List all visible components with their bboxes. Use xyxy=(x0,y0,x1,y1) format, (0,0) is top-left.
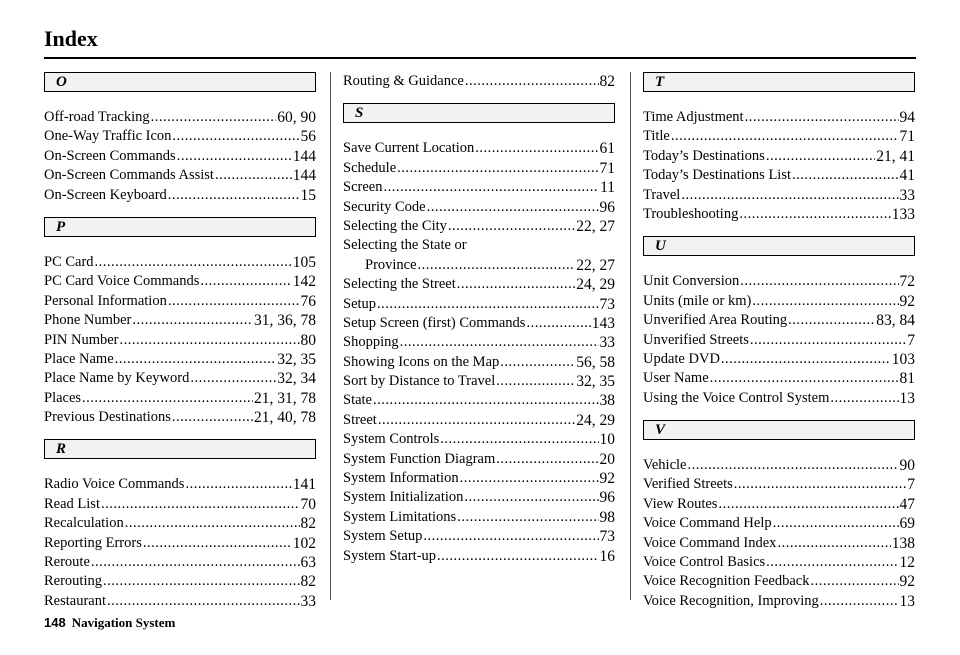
entry-label: Using the Voice Control System xyxy=(643,389,830,406)
index-entry xyxy=(44,408,316,427)
entry-label: System Start-up xyxy=(343,547,437,564)
column-divider xyxy=(630,72,631,600)
dot-leader xyxy=(710,369,899,388)
entry-pages: 13 xyxy=(899,592,915,610)
dot-leader xyxy=(437,547,598,566)
entry-pages: 70 xyxy=(300,495,316,513)
entry-pages: 32, 34 xyxy=(277,370,316,388)
dot-leader xyxy=(172,408,253,427)
index-entry xyxy=(343,236,615,275)
index-section xyxy=(643,236,915,408)
dot-leader xyxy=(687,456,898,475)
entry-pages: 96 xyxy=(599,489,615,507)
entry-label: On-Screen Keyboard xyxy=(44,186,167,203)
entry-pages: 24, 29 xyxy=(576,276,615,294)
section-letter-header: S xyxy=(343,103,615,123)
entry-label: System Initialization xyxy=(343,489,464,506)
entry-pages: 138 xyxy=(891,534,915,552)
entry-label: Previous Destinations xyxy=(44,409,171,426)
index-entry xyxy=(643,186,915,205)
index-entry xyxy=(343,159,615,178)
entry-pages: 92 xyxy=(899,292,915,310)
entry-label: System Limitations xyxy=(343,508,457,525)
dot-leader xyxy=(190,369,276,388)
dot-leader xyxy=(125,514,300,533)
index-entry xyxy=(44,253,316,272)
dot-leader xyxy=(115,350,277,369)
dot-leader xyxy=(460,469,599,488)
entry-label: Routing & Guidance xyxy=(343,72,464,89)
index-entry xyxy=(343,488,615,507)
index-entry xyxy=(343,198,615,217)
entry-pages: 47 xyxy=(899,495,915,513)
index-column-3 xyxy=(643,72,915,611)
entry-pages: 94 xyxy=(899,108,915,126)
entry-pages: 22, 27 xyxy=(576,217,615,235)
dot-leader xyxy=(151,108,277,127)
entry-pages: 12 xyxy=(899,554,915,572)
entry-label: View Routes xyxy=(643,495,718,512)
entry-label: Rerouting xyxy=(44,573,102,590)
entry-pages: 21, 31, 78 xyxy=(254,389,316,407)
dot-leader xyxy=(177,147,292,166)
index-entry xyxy=(643,311,915,330)
entry-pages: 83, 84 xyxy=(876,312,915,330)
entry-label: User Name xyxy=(643,370,709,387)
dot-leader xyxy=(671,127,899,146)
index-entry xyxy=(343,547,615,566)
entry-label: Setup xyxy=(343,295,377,312)
index-entry xyxy=(44,272,316,291)
entry-pages: 61 xyxy=(599,140,615,158)
index-entry xyxy=(643,514,915,533)
entry-label: One-Way Traffic Icon xyxy=(44,128,172,145)
index-entry xyxy=(44,495,316,514)
dot-leader xyxy=(830,389,898,408)
entry-pages: 15 xyxy=(300,186,316,204)
entry-label: Update DVD xyxy=(643,350,720,367)
entry-label: Selecting the City xyxy=(343,217,447,234)
entry-label: Recalculation xyxy=(44,515,124,532)
index-entry xyxy=(343,411,615,430)
index-entry xyxy=(343,391,615,410)
section-letter-header: U xyxy=(643,236,915,256)
index-entry xyxy=(44,186,316,205)
dot-leader xyxy=(777,534,890,553)
entry-pages: 81 xyxy=(899,370,915,388)
index-entry xyxy=(643,369,915,388)
entry-pages: 31, 36, 78 xyxy=(254,312,316,330)
entry-label: Voice Recognition Feedback xyxy=(643,573,810,590)
entry-pages: 133 xyxy=(891,205,915,223)
entry-label: Unverified Streets xyxy=(643,331,749,348)
entry-label: Phone Number xyxy=(44,312,132,329)
dot-leader xyxy=(750,331,906,350)
entry-pages: 69 xyxy=(899,515,915,533)
index-entry xyxy=(343,372,615,391)
index-entry xyxy=(44,350,316,369)
entry-label-cont: Province xyxy=(365,256,417,273)
entry-label: Reporting Errors xyxy=(44,534,142,551)
entry-pages: 41 xyxy=(899,167,915,185)
index-entry xyxy=(343,333,615,352)
dot-leader xyxy=(739,205,890,224)
entry-pages: 60, 90 xyxy=(277,108,316,126)
page-footer xyxy=(44,615,175,631)
entry-pages: 82 xyxy=(300,515,316,533)
entry-pages: 92 xyxy=(899,573,915,591)
dot-leader xyxy=(465,72,599,91)
section-letter-header: T xyxy=(643,72,915,92)
index-entry xyxy=(643,456,915,475)
entry-label: Place Name xyxy=(44,350,114,367)
section-letter-header: R xyxy=(44,439,316,459)
entry-pages: 143 xyxy=(591,314,615,332)
section-letter-header: P xyxy=(44,217,316,237)
dot-leader xyxy=(95,253,292,272)
index-section xyxy=(44,217,316,428)
index-entry xyxy=(343,527,615,546)
entry-label: Verified Streets xyxy=(643,476,733,493)
dot-leader xyxy=(383,178,599,197)
dot-leader xyxy=(373,391,599,410)
dot-leader xyxy=(752,292,898,311)
entry-pages: 71 xyxy=(899,128,915,146)
dot-leader xyxy=(168,186,300,205)
entry-label: PC Card Voice Commands xyxy=(44,273,200,290)
index-entry xyxy=(44,147,316,166)
entry-label: Voice Command Index xyxy=(643,534,777,551)
section-letter-header: V xyxy=(643,420,915,440)
dot-leader xyxy=(721,350,891,369)
index-entry xyxy=(643,495,915,514)
dot-leader xyxy=(734,475,906,494)
index-entry xyxy=(643,166,915,185)
entry-label: Screen xyxy=(343,179,383,196)
entry-pages: 7 xyxy=(907,476,915,494)
dot-leader xyxy=(377,295,598,314)
entry-label: Street xyxy=(343,411,377,428)
dot-leader xyxy=(745,108,899,127)
dot-leader xyxy=(740,272,898,291)
dot-leader xyxy=(120,331,300,350)
dot-leader xyxy=(215,166,292,185)
index-entry xyxy=(343,72,615,91)
index-entry xyxy=(343,450,615,469)
index-section xyxy=(643,72,915,224)
index-entry xyxy=(343,217,615,236)
index-entry xyxy=(643,205,915,224)
dot-leader xyxy=(440,430,598,449)
index-entry xyxy=(643,272,915,291)
dot-leader xyxy=(792,166,898,185)
entry-label: Schedule xyxy=(343,159,397,176)
entry-label: Selecting the Street xyxy=(343,276,456,293)
index-entry xyxy=(643,389,915,408)
title-rule xyxy=(44,57,916,59)
dot-leader xyxy=(172,127,299,146)
entry-label: PIN Number xyxy=(44,331,119,348)
entry-pages: 21, 40, 78 xyxy=(254,409,316,427)
dot-leader xyxy=(496,450,598,469)
index-section xyxy=(343,103,615,566)
dot-leader xyxy=(718,495,898,514)
index-entry xyxy=(643,572,915,591)
index-entry xyxy=(643,127,915,146)
page-number: 148 xyxy=(44,615,66,630)
entry-label: Troubleshooting xyxy=(643,205,739,222)
index-entry xyxy=(343,469,615,488)
dot-leader xyxy=(200,272,291,291)
entry-pages: 90 xyxy=(899,457,915,475)
dot-leader xyxy=(103,572,300,591)
entry-pages: 20 xyxy=(599,450,615,468)
entry-label: Sort by Distance to Travel xyxy=(343,373,496,390)
entry-label: Time Adjustment xyxy=(643,108,744,125)
index-entry xyxy=(44,331,316,350)
entry-label: Personal Information xyxy=(44,292,167,309)
entry-pages: 73 xyxy=(599,295,615,313)
entry-pages: 22, 27 xyxy=(576,256,615,274)
entry-label: Units (mile or km) xyxy=(643,292,752,309)
index-entry xyxy=(343,430,615,449)
entry-pages: 92 xyxy=(599,470,615,488)
entry-label: State xyxy=(343,392,372,409)
entry-label: Off-road Tracking xyxy=(44,108,150,125)
index-entry xyxy=(643,147,915,166)
dot-leader xyxy=(457,508,598,527)
dot-leader xyxy=(820,592,899,611)
entry-label: On-Screen Commands Assist xyxy=(44,167,214,184)
dot-leader xyxy=(185,475,291,494)
entry-label: Shopping xyxy=(343,334,399,351)
index-entry xyxy=(343,508,615,527)
index-entry xyxy=(643,292,915,311)
dot-leader xyxy=(475,139,598,158)
entry-label: System Setup xyxy=(343,528,423,545)
index-entry xyxy=(343,314,615,333)
entry-pages: 105 xyxy=(292,253,316,271)
index-entry xyxy=(643,108,915,127)
entry-label: Vehicle xyxy=(643,457,687,474)
entry-label: Save Current Location xyxy=(343,140,475,157)
entry-label: Radio Voice Commands xyxy=(44,476,185,493)
entry-label: Unit Conversion xyxy=(643,273,740,290)
dot-leader xyxy=(132,311,253,330)
dot-leader xyxy=(107,592,299,611)
dot-leader xyxy=(810,572,898,591)
index-entry xyxy=(343,353,615,372)
index-section xyxy=(44,72,316,205)
entry-pages: 98 xyxy=(599,508,615,526)
index-section xyxy=(643,420,915,611)
entry-pages: 144 xyxy=(292,147,316,165)
dot-leader xyxy=(397,159,598,178)
dot-leader xyxy=(448,217,575,236)
entry-pages: 142 xyxy=(292,273,316,291)
index-entry xyxy=(44,292,316,311)
index-entry xyxy=(44,108,316,127)
index-entry xyxy=(643,534,915,553)
entry-pages: 56 xyxy=(300,128,316,146)
dot-leader xyxy=(500,353,575,372)
index-entry xyxy=(44,127,316,146)
entry-label: Unverified Area Routing xyxy=(643,312,788,329)
dot-leader xyxy=(423,527,598,546)
index-section xyxy=(343,72,615,91)
dot-leader xyxy=(496,372,575,391)
entry-pages: 82 xyxy=(300,573,316,591)
index-entry xyxy=(643,475,915,494)
page-title: Index xyxy=(44,26,98,51)
dot-leader xyxy=(788,311,875,330)
entry-label: System Information xyxy=(343,470,459,487)
dot-leader xyxy=(681,186,898,205)
index-entry xyxy=(44,369,316,388)
entry-pages: 38 xyxy=(599,392,615,410)
index-section xyxy=(44,439,316,611)
entry-pages: 33 xyxy=(300,592,316,610)
entry-pages: 72 xyxy=(899,273,915,291)
entry-pages: 13 xyxy=(899,389,915,407)
dot-leader xyxy=(400,333,599,352)
entry-label: Restaurant xyxy=(44,592,107,609)
dot-leader xyxy=(773,514,899,533)
entry-pages: 56, 58 xyxy=(576,353,615,371)
footer-label: Navigation System xyxy=(71,615,176,630)
entry-label: System Controls xyxy=(343,431,440,448)
dot-leader xyxy=(82,389,253,408)
entry-label: On-Screen Commands xyxy=(44,147,176,164)
dot-leader xyxy=(526,314,590,333)
index-entry xyxy=(44,475,316,494)
dot-leader xyxy=(427,198,599,217)
entry-label: Voice Control Basics xyxy=(643,554,766,571)
entry-pages: 33 xyxy=(899,186,915,204)
index-entry xyxy=(44,166,316,185)
dot-leader xyxy=(143,534,292,553)
entry-label: Today’s Destinations List xyxy=(643,167,792,184)
index-entry xyxy=(44,592,316,611)
entry-label: Reroute xyxy=(44,554,90,571)
entry-pages: 63 xyxy=(300,554,316,572)
column-divider xyxy=(330,72,331,600)
dot-leader xyxy=(457,275,576,294)
entry-label: Showing Icons on the Map xyxy=(343,353,500,370)
entry-pages: 33 xyxy=(599,334,615,352)
index-entry xyxy=(343,275,615,294)
entry-label: Read List xyxy=(44,495,100,512)
index-entry xyxy=(44,389,316,408)
index-entry xyxy=(343,139,615,158)
entry-label: Setup Screen (first) Commands xyxy=(343,314,526,331)
section-letter-header: O xyxy=(44,72,316,92)
entry-label: Travel xyxy=(643,186,681,203)
dot-leader xyxy=(464,488,598,507)
entry-label: Place Name by Keyword xyxy=(44,370,190,387)
index-entry xyxy=(44,311,316,330)
dot-leader xyxy=(101,495,300,514)
entry-label: Voice Recognition, Improving xyxy=(643,592,819,609)
entry-label: Selecting the State or xyxy=(343,237,467,254)
entry-pages: 32, 35 xyxy=(576,373,615,391)
entry-pages: 141 xyxy=(292,476,316,494)
index-entry xyxy=(343,178,615,197)
dot-leader xyxy=(168,292,300,311)
entry-pages: 16 xyxy=(599,547,615,565)
entry-label: Places xyxy=(44,389,82,406)
index-entry xyxy=(643,553,915,572)
entry-label: System Function Diagram xyxy=(343,450,496,467)
entry-pages: 71 xyxy=(599,159,615,177)
entry-pages: 21, 41 xyxy=(876,147,915,165)
entry-continuation xyxy=(343,256,615,275)
entry-pages: 80 xyxy=(300,331,316,349)
index-entry xyxy=(643,592,915,611)
index-entry xyxy=(643,331,915,350)
entry-pages: 10 xyxy=(599,431,615,449)
index-entry xyxy=(44,572,316,591)
dot-leader xyxy=(766,553,898,572)
entry-pages: 73 xyxy=(599,528,615,546)
entry-pages: 76 xyxy=(300,292,316,310)
dot-leader xyxy=(766,147,875,166)
dot-leader xyxy=(378,411,575,430)
entry-pages: 32, 35 xyxy=(277,350,316,368)
entry-label: Today’s Destinations xyxy=(643,147,765,164)
entry-label: Title xyxy=(643,128,670,145)
index-entry xyxy=(343,295,615,314)
dot-leader xyxy=(418,256,576,275)
index-column-1 xyxy=(44,72,316,611)
entry-pages: 103 xyxy=(891,350,915,368)
entry-pages: 82 xyxy=(599,72,615,90)
index-entry xyxy=(44,553,316,572)
entry-pages: 102 xyxy=(292,534,316,552)
entry-pages: 144 xyxy=(292,167,316,185)
entry-label: PC Card xyxy=(44,253,94,270)
entry-pages: 11 xyxy=(600,179,615,197)
entry-pages: 96 xyxy=(599,198,615,216)
entry-pages: 24, 29 xyxy=(576,411,615,429)
entry-label: Security Code xyxy=(343,198,426,215)
index-entry xyxy=(44,514,316,533)
index-column-2 xyxy=(343,72,615,566)
dot-leader xyxy=(91,553,300,572)
entry-label: Voice Command Help xyxy=(643,515,772,532)
index-entry xyxy=(643,350,915,369)
entry-pages: 7 xyxy=(907,331,915,349)
index-entry xyxy=(44,534,316,553)
